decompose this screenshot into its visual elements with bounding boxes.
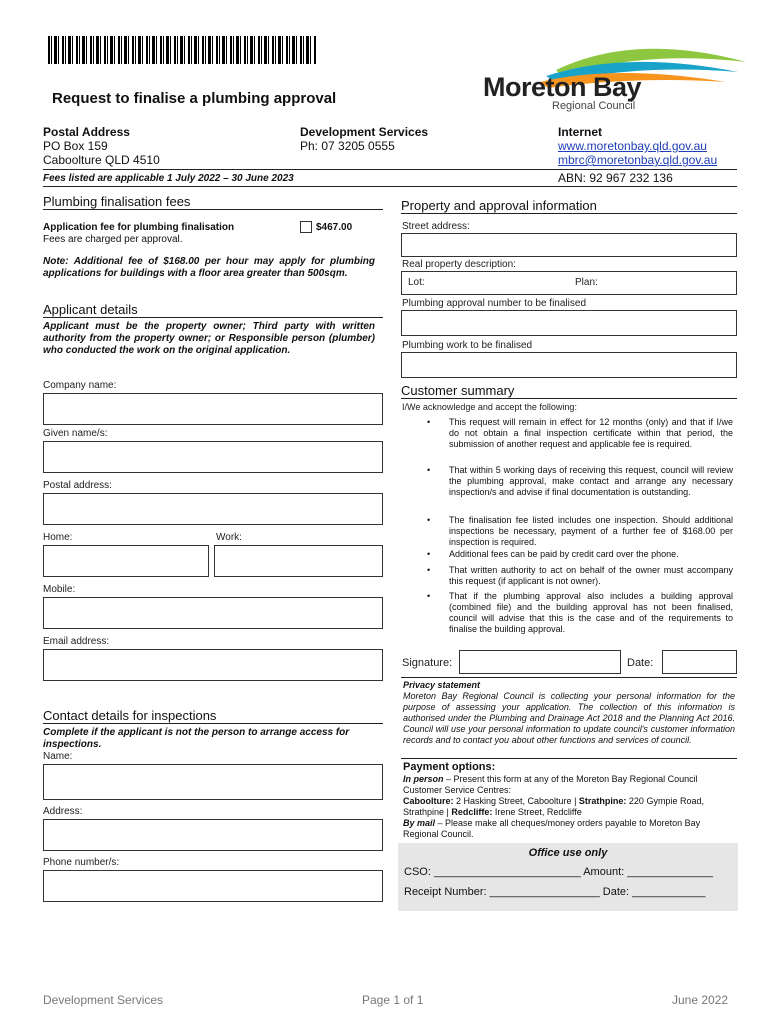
property-heading: Property and approval information bbox=[401, 198, 737, 214]
signature-label: Signature: bbox=[402, 657, 453, 669]
plan-label: Plan: bbox=[575, 277, 598, 288]
footer-page: Page 1 of 1 bbox=[362, 993, 424, 1007]
internet-heading: Internet bbox=[558, 125, 603, 139]
summary-item: • The finalisation fee listed includes one inspection. Should additional inspections be necessary, payment of a further fee of $168.00 per inspection is required. bbox=[449, 515, 733, 548]
contact-phone-label: Phone number/s: bbox=[43, 857, 120, 868]
logo-text: Moreton Bay bbox=[483, 72, 642, 102]
dev-phone: Ph: 07 3205 0555 bbox=[300, 139, 395, 153]
contact-address-input[interactable] bbox=[43, 819, 383, 851]
contact-name-input[interactable] bbox=[43, 764, 383, 800]
footer-left: Development Services bbox=[43, 993, 164, 1007]
office-heading: Office use only bbox=[528, 847, 608, 859]
fees-heading: Plumbing finalisation fees bbox=[43, 194, 383, 210]
contact-intro: Complete if the applicant is not the person to arrange access for inspections. bbox=[43, 727, 350, 750]
home-phone-input[interactable] bbox=[43, 545, 209, 577]
email-label: Email address: bbox=[43, 636, 110, 647]
given-label: Given name/s: bbox=[43, 428, 108, 439]
contact-name-label: Name: bbox=[43, 751, 73, 762]
email-link[interactable]: mbrc@moretonbay.qld.gov.au bbox=[558, 153, 718, 167]
office-line1: CSO: ________________________ Amount: ______________ bbox=[404, 866, 713, 878]
company-input[interactable] bbox=[43, 393, 383, 425]
applicant-intro: Applicant must be the property owner; Third party with written authority from the property owner; or Responsible person (plumber) who conducted the work on the original application. bbox=[43, 321, 375, 356]
fees-note: Fees listed are applicable 1 July 2022 – 30 June 2023 bbox=[43, 173, 294, 184]
privacy-heading: Privacy statement bbox=[403, 680, 481, 690]
postal-address-input[interactable] bbox=[43, 493, 383, 525]
summary-item: • That within 5 working days of receiving this request, council will review the plumbing approval, make contact and arrange any necessary inspection/s and advise if final documentation is outstanding. bbox=[449, 465, 733, 498]
work-label: Work: bbox=[216, 532, 242, 543]
postal-line2: Caboolture QLD 4510 bbox=[43, 153, 160, 167]
fee-label: Application fee for plumbing finalisation bbox=[43, 222, 235, 233]
applicant-heading: Applicant details bbox=[43, 302, 383, 318]
strathpine-label: Strathpine: bbox=[578, 796, 627, 806]
in-person-text: – Present this form at any of the Moreton Bay Regional Council Customer Service Centres: bbox=[403, 774, 698, 795]
plumbing-work-label: Plumbing work to be finalised bbox=[402, 340, 533, 351]
lot-label: Lot: bbox=[408, 277, 425, 288]
company-label: Company name: bbox=[43, 380, 117, 391]
logo-subtext: Regional Council bbox=[552, 100, 636, 112]
postal-line1: PO Box 159 bbox=[43, 139, 108, 153]
redcliffe-label: Redcliffe: bbox=[451, 807, 493, 817]
lot-plan-input[interactable] bbox=[401, 271, 737, 295]
barcode bbox=[48, 36, 316, 64]
by-mail-label: By mail bbox=[403, 818, 436, 828]
street-address-input[interactable] bbox=[401, 233, 737, 257]
footer-date: June 2022 bbox=[672, 993, 729, 1007]
street-label: Street address: bbox=[402, 221, 470, 232]
summary-heading: Customer summary bbox=[401, 383, 737, 399]
payment-text bbox=[403, 774, 735, 840]
signature-input[interactable] bbox=[459, 650, 621, 674]
given-name-input[interactable] bbox=[43, 441, 383, 473]
fee-per-approval: Fees are charged per approval. bbox=[43, 234, 183, 245]
contact-phone-input[interactable] bbox=[43, 870, 383, 902]
fee-amount: $467.00 bbox=[316, 222, 353, 233]
page-title: Request to finalise a plumbing approval bbox=[52, 90, 337, 107]
strathpine-text: 220 Gympie Road, Strathpine | bbox=[403, 796, 704, 817]
date-input[interactable] bbox=[662, 650, 737, 674]
office-line2: Receipt Number: __________________ Date: ____________ bbox=[404, 886, 706, 898]
summary-intro: I/We acknowledge and accept the following: bbox=[402, 402, 577, 412]
summary-item: • This request will remain in effect for 12 months (only) and that if I/we do not obtain a final inspection certificate within that period, the submission of another request and applicable fee is required. bbox=[449, 417, 733, 450]
caboolture-label: Caboolture: bbox=[403, 796, 454, 806]
mobile-input[interactable] bbox=[43, 597, 383, 629]
home-label: Home: bbox=[43, 532, 73, 543]
date-label: Date: bbox=[627, 657, 654, 669]
contact-heading: Contact details for inspections bbox=[43, 708, 383, 724]
summary-item: • Additional fees can be paid by credit card over the phone. bbox=[449, 549, 733, 560]
approval-number-input[interactable] bbox=[401, 310, 737, 336]
by-mail-text: – Please make all cheques/money orders payable to Moreton Bay Regional Council. bbox=[403, 818, 701, 839]
summary-item: • That written authority to act on behalf of the owner must accompany this request (if applicant is not owner). bbox=[449, 565, 733, 587]
abn: ABN: 92 967 232 136 bbox=[558, 171, 673, 185]
postal-heading: Postal Address bbox=[43, 125, 130, 139]
redcliffe-text: Irene Street, Redcliffe bbox=[492, 807, 582, 817]
caboolture-text: 2 Hasking Street, Caboolture | bbox=[453, 796, 579, 806]
fee-checkbox[interactable] bbox=[300, 221, 312, 233]
fee-note: Note: Additional fee of $168.00 per hour may apply for plumbing applications for buildings with a floor area greater than 500sqm. bbox=[43, 256, 375, 279]
postal-label: Postal address: bbox=[43, 480, 112, 491]
summary-item: • That if the plumbing approval also includes a building approval (combined file) and the building approval has not been finalised, council will advise that this is the case and of the requirements to finalise the building approval. bbox=[449, 591, 733, 635]
approval-number-label: Plumbing approval number to be finalised bbox=[402, 298, 586, 309]
dev-heading: Development Services bbox=[300, 125, 429, 139]
mobile-label: Mobile: bbox=[43, 584, 76, 595]
real-property-label: Real property description: bbox=[402, 259, 516, 270]
website-link[interactable]: www.moretonbay.qld.gov.au bbox=[558, 139, 707, 153]
contact-address-label: Address: bbox=[43, 806, 83, 817]
plumbing-work-input[interactable] bbox=[401, 352, 737, 378]
work-phone-input[interactable] bbox=[214, 545, 383, 577]
in-person-label: In person bbox=[403, 774, 444, 784]
email-input[interactable] bbox=[43, 649, 383, 681]
payment-heading: Payment options: bbox=[403, 761, 496, 773]
privacy-text: Moreton Bay Regional Council is collecting your personal information for the purpose of assessing your application. The collection of this information is authorised under the Plumbing and Drainage Act 2018 and the Planning Act 2016. Council will use your personal information to update council's customer information records and to contact you about other functions and services of council. bbox=[403, 691, 735, 745]
